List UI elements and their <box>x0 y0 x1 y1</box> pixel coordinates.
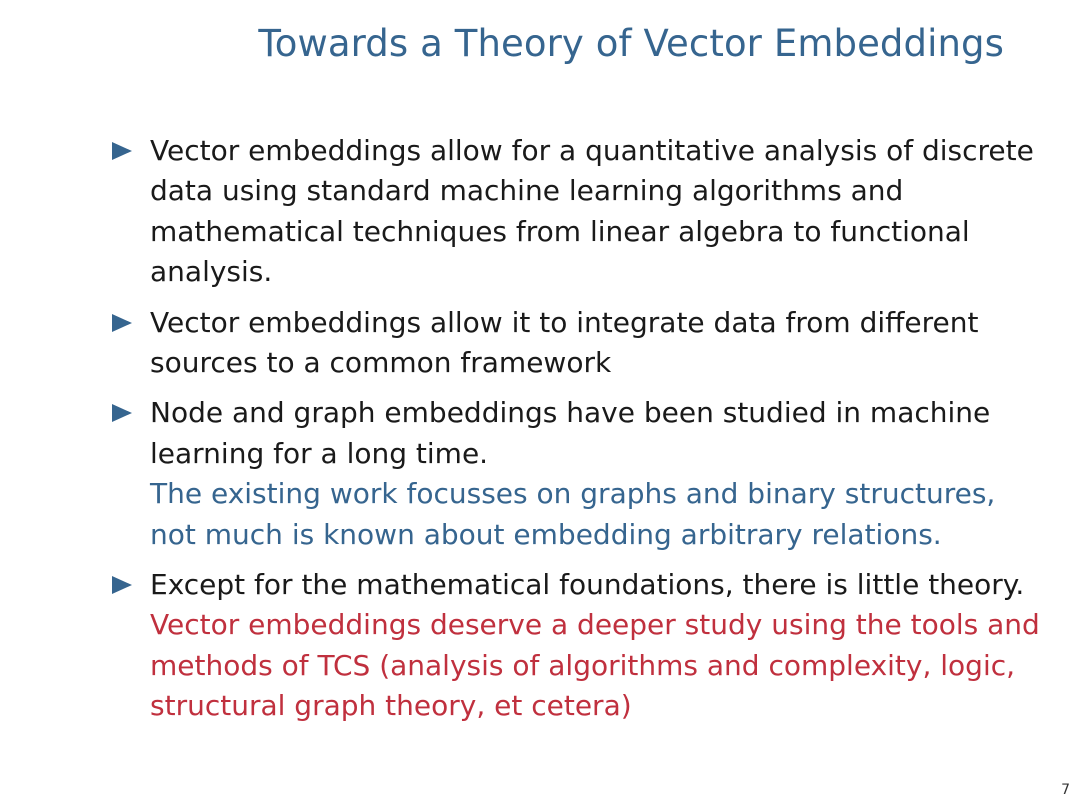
bullet-text-line: Node and graph embeddings have been studied in machine <box>150 396 991 430</box>
page-number: 7 <box>1061 782 1070 798</box>
red-highlight-line: Vector embeddings deserve a deeper study using the tools and <box>150 608 1040 642</box>
bullet-item <box>110 131 1034 293</box>
triangle-bullet-icon <box>112 404 132 422</box>
blue-highlight-line: The existing work focusses on graphs and binary structures, <box>150 477 996 511</box>
triangle-bullet-icon <box>112 576 132 594</box>
bullet-list <box>110 131 1040 737</box>
red-highlight-line: methods of TCS (analysis of algorithms and complexity, logic, <box>150 648 1016 682</box>
bullet-text-line: mathematical techniques from linear algebra to functional <box>150 214 970 248</box>
slide-title: Towards a Theory of Vector Embeddings <box>258 22 1004 65</box>
bullet-text-line: Vector embeddings allow it to integrate data from different <box>150 305 979 339</box>
red-highlight-line: structural graph theory, et cetera) <box>150 689 632 723</box>
bullet-text-line: Vector embeddings allow for a quantitative analysis of discrete <box>150 134 1034 167</box>
bullet-item <box>110 303 1010 384</box>
bullet-item <box>110 565 1040 727</box>
bullet-text-line: Except for the mathematical foundations, there is little theory. <box>150 568 1025 602</box>
bullet-text-line: sources to a common framework <box>150 346 612 380</box>
bullet-text-line: analysis. <box>150 255 273 289</box>
triangle-bullet-icon <box>112 142 132 160</box>
bullet-text-line: learning for a long time. <box>150 436 489 470</box>
blue-highlight-line: not much is known about embedding arbitrary relations. <box>150 517 942 551</box>
triangle-bullet-icon <box>112 314 132 332</box>
bullet-item <box>110 393 1010 555</box>
bullet-text-line: data using standard machine learning algorithms and <box>150 174 904 208</box>
